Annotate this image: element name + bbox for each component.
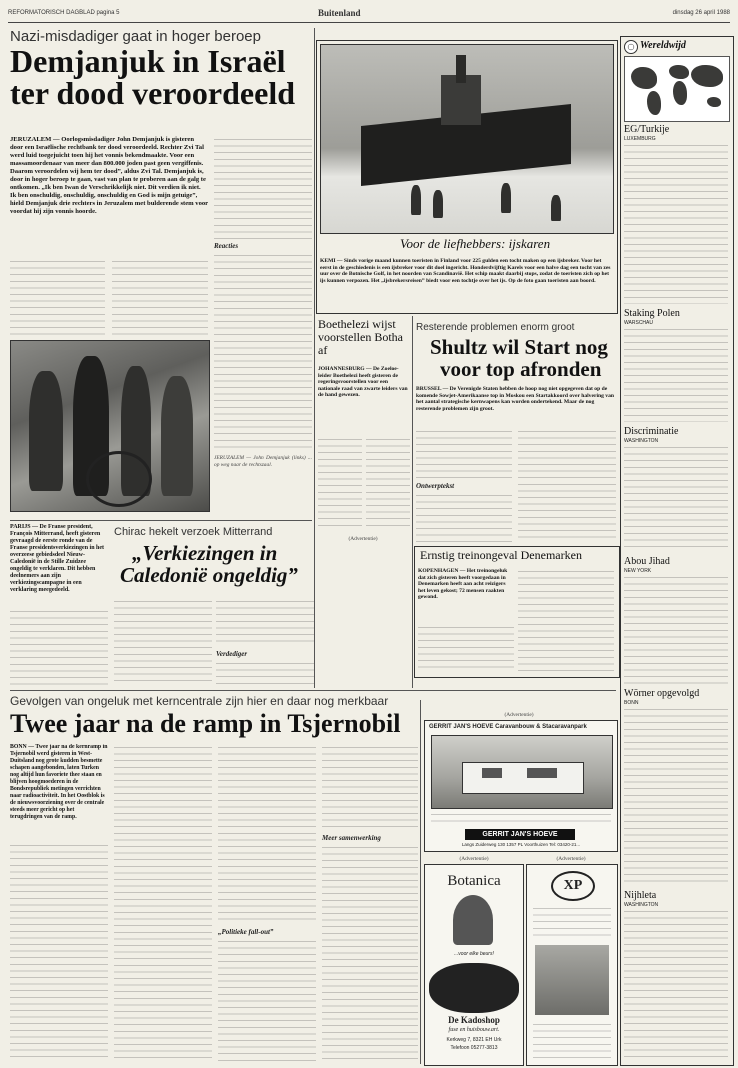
- fallout-subhead: „Politieke fall-out”: [218, 928, 274, 936]
- chirac-headline-2: Caledonië ongeldig”: [120, 563, 298, 587]
- ww-body-5: [624, 706, 728, 886]
- kadoshop-name: De Kadoshop: [448, 1015, 500, 1025]
- ww-body-3: [624, 444, 728, 552]
- demjanjuk-kicker: Nazi-misdadiger gaat in hoger beroep: [10, 28, 261, 45]
- demjanjuk-lead: JERUZALEM — Oorlogsmisdadiger John Demjanjuk is gisteren door een Israëlische rechtbank ter dood veroordeeld. Rechter Zvi Tal werd luid toegejuicht toen hij het vonnis bekendmaakte. Voor een massamoordenaar van meer dan 800.000 joden past geen vergiffenis. Daarom veroordelen wij hem ter dood”, aldus Zvi Tal. Demjanjuk is, door in hoger beroep te gaan, vast van plan te proberen aan de galg te ontkomen. „Ik ben Iwan de Verschrikkelijk niet. Dit verdien ik niet. Ik ben onschuldig, onschuldig, onschuldig en God is mijn getuige”, hield Demjanjuk drie rechters in Jeruzalem met bulderende stem voor voordat hij zijn vonnis hoorde.: [10, 136, 208, 215]
- ww-section-6: Nijhleta: [624, 890, 657, 901]
- ww-body-1: [624, 142, 728, 304]
- gerrit-ad-bottom: GERRIT JAN'S HOEVE: [465, 829, 575, 840]
- kadoshop-address: Kerkweg 7, 8321 EH Urk: [446, 1037, 502, 1043]
- shultz-kicker: Resterende problemen enorm groot: [416, 322, 575, 333]
- ijskaren-title: Voor de liefhebbers: ijskaren: [400, 236, 551, 251]
- gerrit-jans-hoeve-ad: [424, 720, 618, 852]
- wereldwijd-title: Wereldwijd: [640, 40, 686, 51]
- botanica-name: Botanica: [447, 873, 501, 889]
- tsjernobil-body-col6: [322, 844, 418, 1062]
- gerrit-ad-address: Langs Zuiderweg 130 1357 PL Voorthuizen Tel: 03420-21...: [461, 842, 581, 847]
- ad-label-3: (Advertentie): [556, 856, 586, 862]
- verdediger-subhead: Verdediger: [216, 650, 248, 658]
- issue-date: dinsdag 26 april 1988: [672, 10, 730, 16]
- shultz-lead: BRUSSEL — De Verenigde Staten hebben de hoop nog niet opgegeven dat op de komende Sowjet-Amerikaanse top in Moskou een Startakkoord over halvering van het aantal strategische kernwapens kan worden ondertekend. Maar de nog resterende problemen zijn groot.: [416, 386, 615, 412]
- kadoshop-logo-image: [429, 963, 519, 1013]
- section-title: Buitenland: [318, 8, 361, 18]
- botha-lead: JOHANNESBURG — De Zoeloe-leider Boethelezi heeft gisteren de regeringsvoorstellen voor een nationale raad van zwarte leiders van de hand gewezen.: [318, 366, 408, 399]
- ww-city-1: LUXEMBURG: [624, 136, 656, 142]
- parijs-lead: PARIJS — De Franse president, François Mitterrand, heeft gisteren gevraagd de eerste ronde van de Franse presidentsverkiezingen in het overzeese gebiedsdeel Nieuw-Caledonië in de Stille Zuidzee ongeldig te verklaren. Dit hebben deelnemers aan zijn verkiezingscampagne in een verklaring meegedeeld.: [10, 524, 105, 593]
- chirac-kicker: Chirac hekelt verzoek Mitterrand: [114, 526, 273, 538]
- denemarken-body-col2: [518, 568, 614, 672]
- right-ad-logo: XP: [551, 871, 595, 901]
- ww-section-1: EG/Turkije: [624, 124, 670, 135]
- ww-section-2: Staking Polen: [624, 308, 680, 319]
- page-header: [8, 8, 730, 23]
- botha-ad-label: (Advertentie): [348, 536, 378, 542]
- samenwerking-subhead: Meer samenwerking: [322, 834, 381, 842]
- tsjernobil-body-col4: [218, 938, 316, 1062]
- ww-body-2: [624, 326, 728, 422]
- ww-city-5: BONN: [624, 700, 639, 706]
- parijs-body: [10, 608, 108, 686]
- shultz-headline-1: Shultz wil Start nog: [430, 335, 608, 359]
- denemarken-lead: KOPENHAGEN — Het treinongeluk dat zich gisteren heeft voorgedaan in Denemarken heeft aan acht reizigers het leven gekost; 72 mensen raakten gewond.: [418, 568, 508, 601]
- demjanjuk-photo: [10, 340, 210, 512]
- demjanjuk-body-col3: [214, 136, 312, 240]
- shultz-body-col1: [416, 428, 512, 480]
- icebreaker-photo: [320, 44, 614, 234]
- shultz-body-col2: [416, 492, 512, 542]
- ww-city-2: WARSCHAU: [624, 320, 653, 326]
- ad-label-2: (Advertentie): [459, 856, 489, 862]
- shultz-headline-2: voor top afronden: [440, 357, 602, 381]
- right-ad-image: [535, 945, 609, 1015]
- reacties-subhead: Reacties: [214, 242, 239, 250]
- botha-body-col2: [366, 436, 410, 528]
- ontwerptekst-subhead: Ontwerptekst: [416, 482, 455, 490]
- ww-body-4: [624, 574, 728, 684]
- ww-city-4: NEW YORK: [624, 568, 652, 574]
- botanica-kadoshop-ad: [424, 864, 524, 1066]
- demjanjuk-headline-2: ter dood veroordeeld: [10, 75, 295, 111]
- botanica-plant-image: [453, 895, 493, 945]
- gerrit-ad-title: GERRIT JAN'S HOEVE Caravanbouw & Stacaravanpark: [429, 724, 587, 730]
- caravan-photo: [431, 735, 613, 809]
- ww-body-6: [624, 908, 728, 1058]
- tsjernobil-headline: Twee jaar na de ramp in Tsjernobil: [10, 709, 401, 738]
- tsjernobil-body-col5: [322, 744, 418, 830]
- demjanjuk-body-col1: [10, 258, 105, 338]
- kadoshop-subline: fuse en huisbouw.art.: [448, 1027, 500, 1033]
- tsjernobil-body-col2: [114, 744, 212, 1062]
- chirac-body-col1: [114, 598, 212, 686]
- chirac-body-col2: [216, 598, 314, 646]
- tsjernobil-body-col1: [10, 842, 108, 1062]
- tsjernobil-body-col3: [218, 744, 316, 924]
- denemarken-headline: Ernstig treinongeval Denemarken: [420, 548, 582, 562]
- botha-body-col1: [318, 436, 362, 528]
- shultz-body-col3: [518, 428, 616, 542]
- ww-section-4: Abou Jihad: [624, 556, 670, 567]
- tsjernobil-lead: BONN — Twee jaar na de kernramp in Tsjernobil werd gisteren in West-Duitsland nog grote kudden besmette schapen aangebonden, laten Turken nog altijd hun favoriete thee staan en blijven hoogmoederen in de Bondsrepubliek metingen verrichten naar radioactiviteit. In het Oostblok is de nieuwsvoorziening over de centrale steeds meer gericht op het terugdringen van de ramp.: [10, 744, 108, 820]
- ad-label-1: (Advertentie): [504, 712, 534, 718]
- ww-section-3: Discriminatie: [624, 426, 679, 437]
- ww-city-6: WASHINGTON: [624, 902, 659, 908]
- botanica-tagline: ...voor elke beurs!: [454, 951, 494, 957]
- world-map: [624, 56, 730, 122]
- chirac-headline-1: „Verkiezingen in: [132, 541, 278, 565]
- tsjernobil-kicker: Gevolgen van ongeluk met kerncentrale zijn hier en daar nog merkbaar: [10, 694, 389, 708]
- demjanjuk-body-col4: [214, 252, 312, 452]
- botha-headline: Boethelezi wijst voorstellen Botha af: [318, 317, 403, 357]
- kadoshop-phone: Telefoon 05277-3813: [450, 1045, 498, 1051]
- demjanjuk-headline-1: Demjanjuk in Israël: [10, 43, 286, 79]
- ww-section-5: Wörner opgevolgd: [624, 688, 700, 699]
- ww-city-3: WASHINGTON: [624, 438, 659, 444]
- right-ad: [526, 864, 618, 1066]
- chirac-body-col3: [216, 660, 314, 686]
- paper-name: REFORMATORISCH DAGBLAD pagina 5: [8, 10, 120, 16]
- denemarken-body-col1: [418, 624, 514, 672]
- ijskaren-caption: KEMI — Sinds vorige maand kunnen toeristen in Finland voor 225 gulden een tocht maken op een ijsbreker. Voor het eerst in de geschiedenis is een ijsbreker voor dit doel ingericht. Honderdvijftig Karels voor een halve dag een tocht van zes uur over de Botnische Golf, in het noorden van Scandinavië. Het schip maakt daarbij stops, zodat de toeristen zich op het ijs kunnen verpozen. Het „ijsbrekersreisen” biedt voor een tochtje over het ijs. Op de foto gaan toeristen aan boord.: [320, 258, 611, 284]
- demjanjuk-body-col2: [112, 258, 208, 338]
- demjanjuk-caption: JERUZALEM — John Demjanjuk (links) ... op weg naar de rechtszaal.: [214, 455, 312, 468]
- globe-icon: [624, 40, 638, 54]
